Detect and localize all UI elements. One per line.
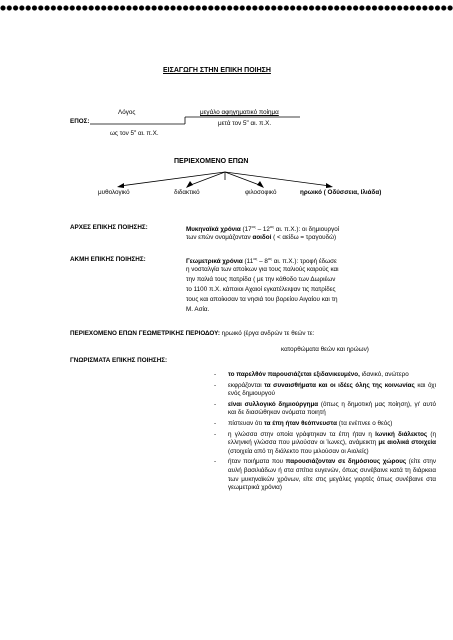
peak-line-5: τους και αποίκισαν τα νησιά του βορείου Αιγαίου και τη [186, 296, 338, 303]
type-heroic: ηρωικό ( Οδύσσεια, Ιλιάδα) [300, 189, 382, 196]
feature-item: - η γλώσσα στην οποία γράφτηκαν τα έπη ήταν η Ιωνική διάλεκτος (η ελληνική γλώσσα που μιλούσαν οι Ίωνες), ανάμεικτη με αιολικά στοιχεία (στοιχεία από τη διάλεκτο που μιλούσαν οι Αιολείς) [214, 431, 436, 457]
epos-label: ΕΠΟΣ: [70, 118, 90, 125]
peak-line-6: Μ. Ασία. [186, 306, 210, 313]
geometric-line-2: κατορθώματα θεών και ηρώων) [281, 346, 369, 353]
content-heading: ΠΕΡΙΕΧΟΜΕΝΟ ΕΠΩΝ [174, 158, 249, 165]
peak-line-3: την παλιά τους πατρίδα ( με την κάθοδο των Δωριέων [186, 276, 336, 283]
feature-item: - ήταν ποιήματα που παρουσιάζονταν σε δημόσιους χώρους (είτε στην αυλή βασιλιάδων ή στα σπίτια ευγενών, όπως συνέβαινε κατά τη διάρκεια των μυκηναϊκών χρόνων, είτε στις μεγάλες γιορτές όπως συνέβαινε στα γεωμετρικά χρόνια) [214, 458, 436, 492]
peak-line-4: το 1100 π.Χ. κάποιοι Αχαιοί εγκατέλειψαν τις πατρίδες [186, 286, 336, 293]
peak-line-1: Γεωμετρικά χρόνια ($11^{o\varsigma} - 8^{o\varsigma}$ αι. π.Χ.): τροφή έδωσε [186, 256, 337, 266]
feature-item: - εκφράζονται τα συναισθήματα και οι ιδέες όλης της κοινωνίας και όχι ενός δημιουργού [214, 382, 436, 399]
epos-logos: Λόγος [118, 109, 136, 116]
feature-item: - είναι συλλογικό δημιούργημα (όπως η δημοτική μας ποίηση), γι' αυτό και δε διασώθηκαν ονόματα ποιητή [214, 401, 436, 418]
epos-before-date: ως τον $5^o$ αι. π.Χ. [110, 128, 159, 138]
beginnings-line-1: Μυκηναϊκά χρόνια ($17^{o\varsigma} - 12^{o\varsigma}$ αι. π.Χ.): οι δημιουργοί [186, 224, 340, 234]
peak-label: ΑΚΜΗ ΕΠΙΚΗΣ ΠΟΙΗΣΗΣ: [70, 256, 146, 263]
type-didactic: διδακτικό [174, 189, 200, 196]
page-title: ΕΙΣΑΓΩΓΗ ΣΤΗΝ ΕΠΙΚΗ ΠΟΙΗΣΗ [163, 67, 271, 74]
epos-after-date: μετά τον $5^o$ αι. π.Χ. [218, 118, 272, 128]
epos-poem: μεγάλο αφηγηματικό ποίημα [200, 109, 279, 116]
feature-item: - το παρελθόν παρουσιάζεται εξιδανικευμένο, ιδανικό, ανώτερο [214, 371, 436, 380]
type-mythological: μυθολογικό [98, 189, 130, 196]
geometric-line-1: ΠΕΡΙΕΧΟΜΕΝΟ ΕΠΩΝ ΓΕΩΜΕΤΡΙΚΗΣ ΠΕΡΙΟΔΟΥ: ηρωικό (έργα ανδρών τε θεών τε: [70, 330, 315, 337]
feature-item: - πίστευαν ότι τα έπη ήταν θεόπνευστα (τα ενέπνεε ο θεός) [214, 420, 436, 429]
peak-line-2: η νοσταλγία των αποίκων για τους παλιούς καιρούς και [186, 266, 339, 273]
features-label: ΓΝΩΡΙΣΜΑΤΑ ΕΠΙΚΗΣ ΠΟΙΗΣΗΣ: [70, 357, 168, 364]
features-list [214, 371, 436, 495]
beginnings-label: ΑΡΧΕΣ ΕΠΙΚΗΣ ΠΟΙΗΣΗΣ: [70, 224, 148, 231]
type-philosophical: φιλοσοφικό [245, 189, 277, 196]
beginnings-line-2: των επών ονομάζονταν αοιδοί ( < αείδω = τραγουδώ) [186, 234, 337, 241]
